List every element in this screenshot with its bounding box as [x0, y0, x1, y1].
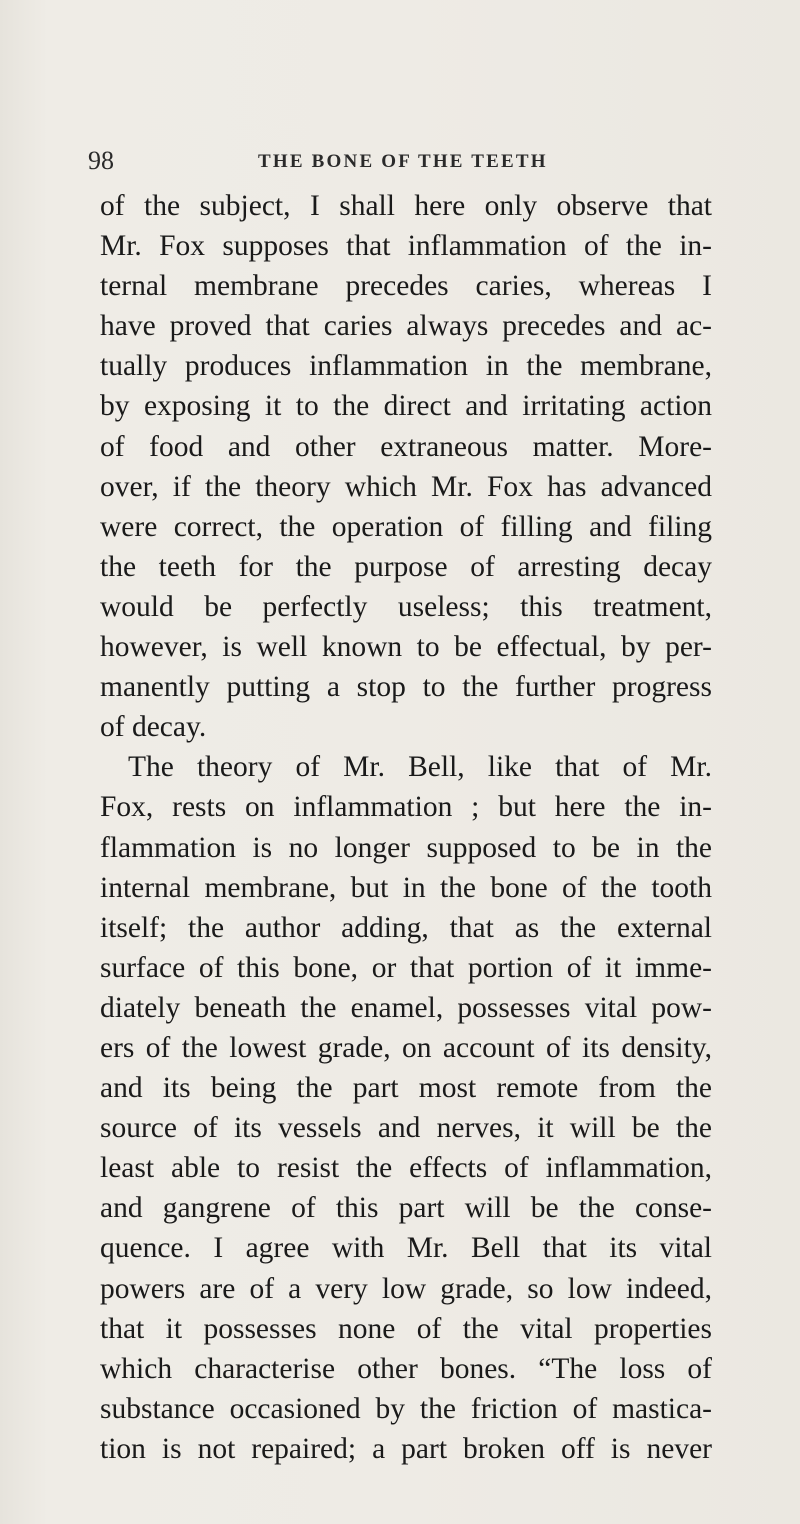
text-line: which characterise other bones. “The loss of [100, 1352, 712, 1385]
text-line: by exposing it to the direct and irritating action [100, 390, 712, 423]
text-line: source of its vessels and nerves, it will be the [100, 1112, 712, 1145]
text-line: itself; the author adding, that as the external [100, 911, 712, 944]
running-title: THE BONE OF THE TEETH [258, 151, 548, 172]
body-text [100, 186, 712, 1469]
text-line: were correct, the operation of filling and filing [100, 510, 712, 543]
text-line: ternal membrane precedes caries, whereas I [100, 270, 712, 303]
text-line: tually produces inflammation in the membrane, [100, 350, 712, 383]
text-line: Fox, rests on inflammation ; but here the in- [100, 791, 712, 824]
text-line: would be perfectly useless; this treatment, [100, 590, 712, 623]
page-number: 98 [88, 146, 114, 175]
text-line: over, if the theory which Mr. Fox has advanced [100, 470, 712, 503]
text-line: surface of this bone, or that portion of it imme- [100, 951, 712, 984]
text-line: flammation is no longer supposed to be in the [100, 831, 712, 864]
text-line: manently putting a stop to the further progress [100, 671, 712, 704]
text-line: of the subject, I shall here only observe that [100, 190, 712, 222]
text-line: the teeth for the purpose of arresting decay [100, 550, 712, 583]
text-line: internal membrane, but in the bone of the tooth [100, 871, 712, 904]
text-line: that it possesses none of the vital properties [100, 1312, 712, 1345]
text-line: ers of the lowest grade, on account of its density, [100, 1031, 712, 1064]
paragraph-end-line: of decay. [100, 711, 207, 744]
text-line: Mr. Fox supposes that inflammation of the in- [100, 230, 712, 263]
text-line: powers are of a very low grade, so low indeed, [100, 1272, 712, 1305]
text-line: and its being the part most remote from the [100, 1072, 712, 1105]
text-line: diately beneath the enamel, possesses vital pow- [100, 991, 712, 1024]
text-line: have proved that caries always precedes and ac- [100, 310, 712, 343]
text-line: substance occasioned by the friction of mastica- [100, 1392, 712, 1425]
paragraph-start-line: The theory of Mr. Bell, like that of Mr. [128, 751, 712, 784]
text-line: and gangrene of this part will be the conse- [100, 1192, 712, 1225]
text-line: tion is not repaired; a part broken off is never [100, 1432, 712, 1465]
text-line: least able to resist the effects of inflammation, [100, 1152, 712, 1185]
running-head [88, 146, 708, 176]
text-line: of food and other extraneous matter. More- [100, 430, 712, 463]
text-line: however, is well known to be effectual, by per- [100, 631, 712, 664]
text-line: quence. I agree with Mr. Bell that its vital [100, 1232, 712, 1265]
